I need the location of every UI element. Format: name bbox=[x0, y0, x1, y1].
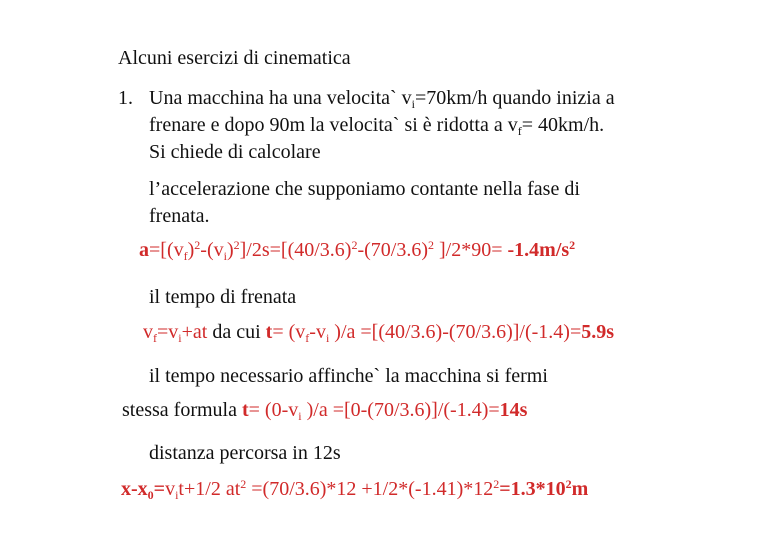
formula-text: t+1/2 at bbox=[178, 478, 241, 500]
subscript: i bbox=[298, 409, 302, 423]
superscript: 2 bbox=[428, 238, 434, 252]
statement-line-1 bbox=[149, 86, 615, 110]
var-t: t bbox=[241, 399, 249, 421]
problem-number: 1. bbox=[118, 87, 133, 109]
formula-text: ) bbox=[187, 239, 195, 261]
formula-text: -(70/3.6) bbox=[357, 239, 428, 261]
braking-time-result: 5.9s bbox=[581, 321, 615, 343]
superscript: 2 bbox=[351, 238, 358, 252]
formula-text: =v bbox=[157, 321, 179, 343]
formula-text: =[(v bbox=[149, 239, 184, 261]
formula-text: ]/2s=[(40/3.6) bbox=[239, 239, 352, 261]
formula-text: v bbox=[165, 478, 176, 500]
statement-line-2 bbox=[149, 113, 604, 137]
formula-text: -v bbox=[309, 321, 326, 343]
subscript: i bbox=[223, 249, 227, 263]
lead-text: stessa formula bbox=[122, 399, 242, 421]
superscript: 2 bbox=[493, 477, 500, 491]
statement-text: = 40km/h. bbox=[521, 114, 605, 136]
answer-distance bbox=[121, 477, 588, 501]
subscript: 0 bbox=[147, 488, 154, 502]
subscript: f bbox=[183, 249, 188, 263]
equals-sign: = bbox=[153, 478, 166, 500]
formula-text: )/a =[(40/3.6)-(70/3.6)]/(-1.4)= bbox=[329, 321, 582, 343]
formula-text: v bbox=[143, 321, 153, 343]
superscript: 2 bbox=[240, 477, 247, 491]
distance-unit: m bbox=[571, 478, 589, 500]
subscript: i bbox=[325, 331, 330, 345]
superscript: 2 bbox=[569, 238, 576, 252]
formula-text: = (0-v bbox=[248, 399, 299, 421]
formula-text: =(70/3.6)*12 +1/2*(-1.41)*12 bbox=[246, 478, 494, 500]
statement-text: =70km/h quando inizia a bbox=[415, 87, 615, 109]
statement-text: Una macchina ha una velocita` v bbox=[149, 87, 412, 109]
subscript: i bbox=[178, 331, 182, 345]
question-stop-time: il tempo necessario affinche` la macchina si fermi bbox=[149, 365, 548, 387]
stop-time-result: 14s bbox=[499, 399, 528, 421]
subscript: i bbox=[175, 488, 179, 502]
formula-text: = bbox=[499, 478, 511, 500]
statement-line-3: Si chiede di calcolare bbox=[149, 141, 321, 163]
answer-braking-time bbox=[143, 320, 614, 344]
subscript: f bbox=[305, 331, 310, 345]
answer-acceleration bbox=[139, 238, 575, 262]
question-braking-time: il tempo di frenata bbox=[149, 286, 297, 308]
formula-text: ]/2*90= bbox=[434, 239, 508, 261]
acceleration-result: -1.4m/s bbox=[507, 239, 570, 261]
subscript: i bbox=[411, 97, 415, 111]
distance-result: 1.3*10 bbox=[510, 478, 566, 500]
formula-text: -(v bbox=[200, 239, 224, 261]
superscript: 2 bbox=[565, 477, 572, 491]
var-x-x0: x-x bbox=[121, 478, 148, 500]
formula-text: = (v bbox=[272, 321, 306, 343]
formula-text: ) bbox=[226, 239, 234, 261]
formula-text: )/a =[0-(70/3.6)]/(-1.4)= bbox=[301, 399, 500, 421]
question-distance: distanza percorsa in 12s bbox=[149, 442, 341, 464]
superscript: 2 bbox=[233, 238, 240, 252]
formula-text: +at bbox=[181, 321, 208, 343]
slide-title: Alcuni esercizi di cinematica bbox=[118, 47, 351, 69]
answer-stop-time bbox=[122, 398, 527, 422]
subscript: f bbox=[517, 124, 522, 138]
subscript: f bbox=[153, 331, 157, 345]
superscript: 2 bbox=[194, 238, 201, 252]
question-acceleration-1: l’accelerazione che supponiamo contante nella fase di bbox=[149, 178, 580, 200]
statement-text: frenare e dopo 90m la velocita` si è ridotta a v bbox=[149, 114, 518, 136]
question-acceleration-2: frenata. bbox=[149, 205, 210, 227]
var-t: t bbox=[265, 321, 273, 343]
var-a: a bbox=[139, 239, 149, 261]
connector-text: da cui bbox=[207, 321, 266, 343]
